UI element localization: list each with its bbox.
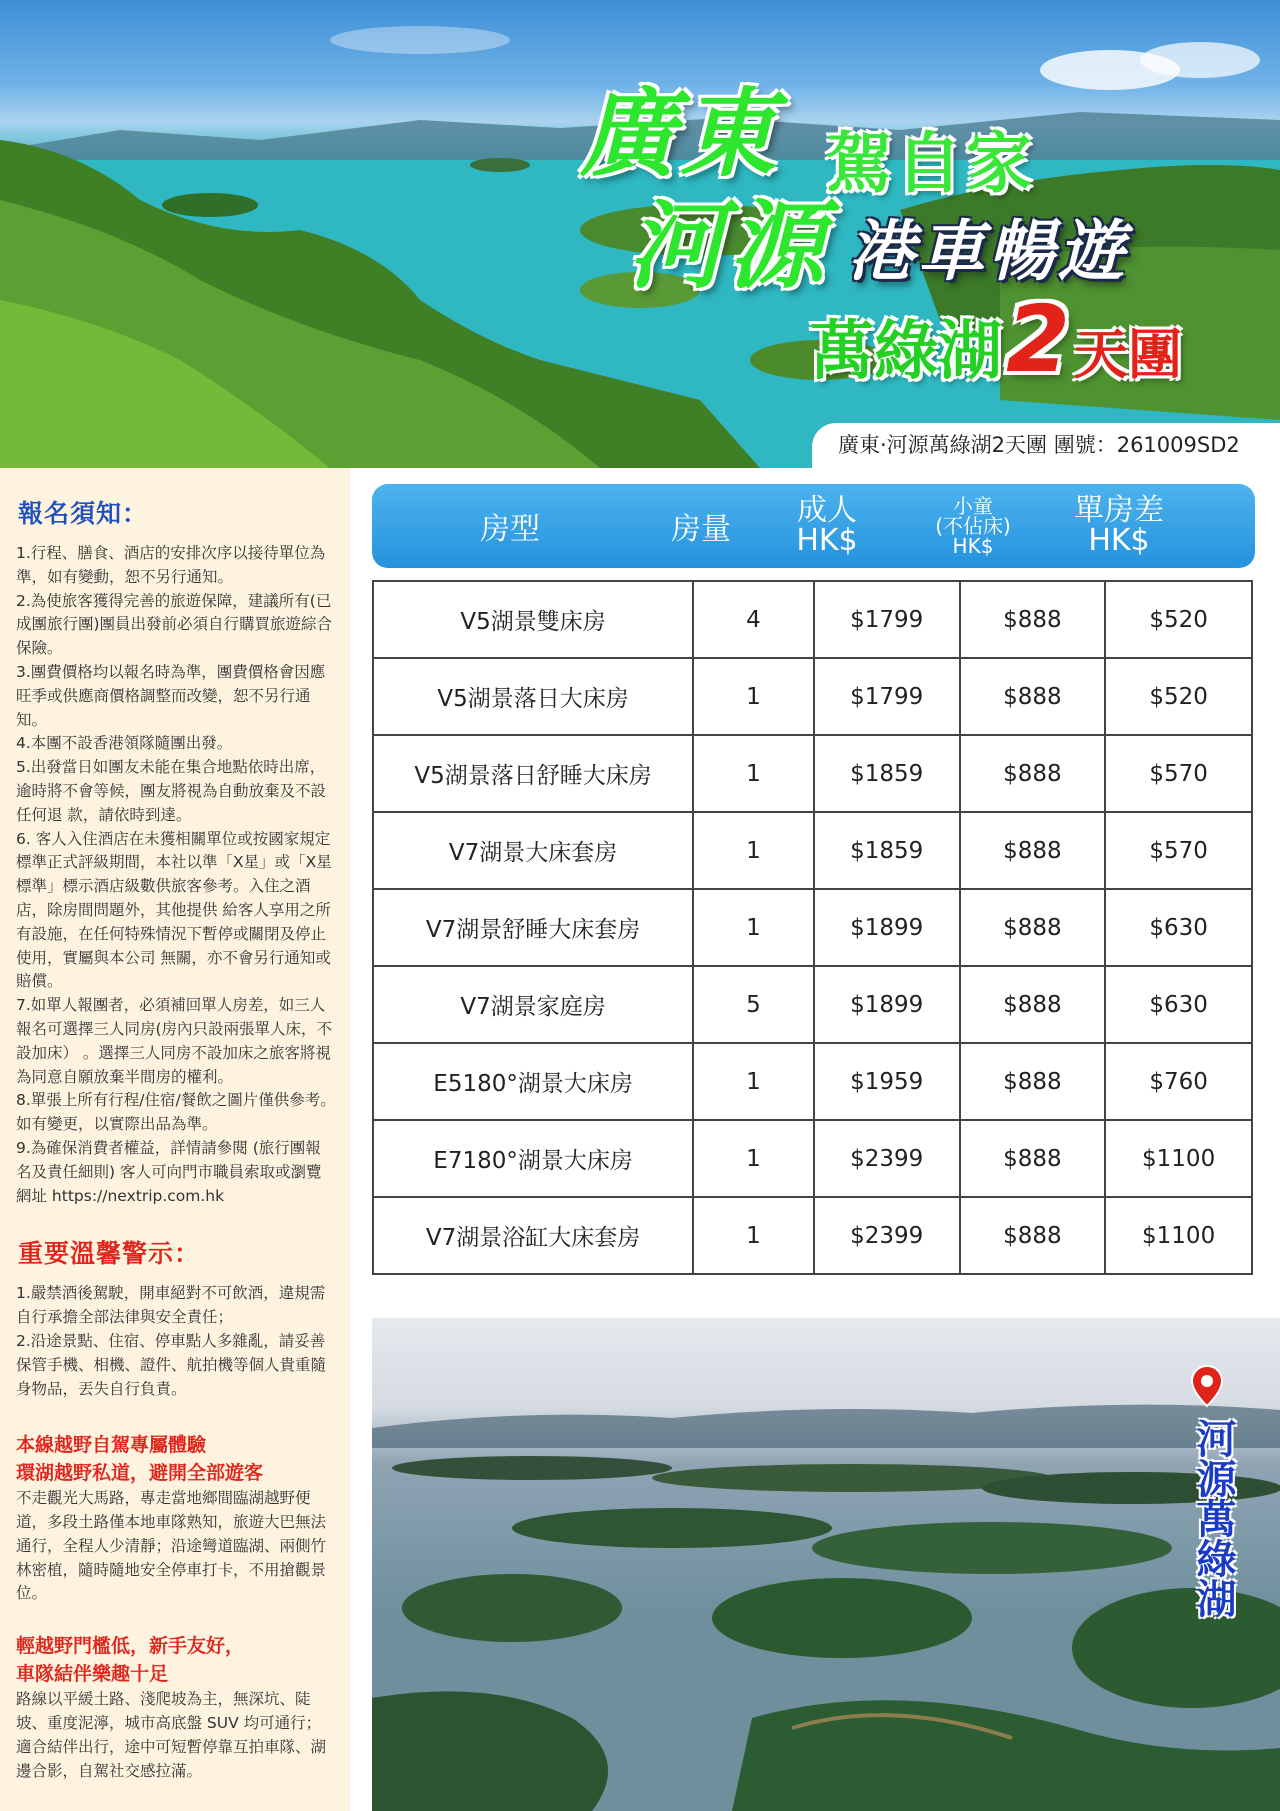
cell-qty: 5 (693, 966, 814, 1043)
cell-room-type: V5湖景落日舒睡大床房 (373, 735, 693, 812)
highlight-beginner-body: 路線以平緩土路、淺爬坡為主，無深坑、陡坡、重度泥濘，城市高底盤 SUV 均可通行；適合結伴出行，途中可短暫停靠互拍車隊、湖邊合影，自駕社交感拉滿。 (16, 1690, 327, 1780)
cell-single-price: $1100 (1105, 1197, 1252, 1274)
cell-single-price: $760 (1105, 1043, 1252, 1120)
cell-qty: 4 (693, 581, 814, 658)
notice-list (16, 542, 336, 1208)
hero-title-heyuan: 河源 (628, 189, 828, 302)
header-child-currency: HK$ (952, 534, 994, 558)
highlight-offroad (16, 1431, 336, 1606)
highlight-beginner (16, 1632, 336, 1783)
cell-adult-price: $1959 (814, 1043, 960, 1120)
hero-title-hk-car: 港車暢遊 (848, 212, 1128, 290)
tour-code-label: 廣東·河源萬綠湖2天團 團號：261009SD2 (812, 423, 1280, 468)
table-row (373, 735, 1252, 812)
cell-adult-price: $1859 (814, 735, 960, 812)
cell-child-price: $888 (960, 581, 1106, 658)
header-room-qty: 房量 (671, 512, 731, 547)
cell-adult-price: $1859 (814, 812, 960, 889)
cell-adult-price: $1799 (814, 658, 960, 735)
cell-child-price: $888 (960, 1043, 1106, 1120)
cell-child-price: $888 (960, 812, 1106, 889)
lake-islands-image (372, 1318, 1280, 1811)
cell-qty: 1 (693, 1043, 814, 1120)
warning-list (16, 1282, 336, 1401)
cell-single-price: $1100 (1105, 1120, 1252, 1197)
cell-single-price: $630 (1105, 889, 1252, 966)
notice-item: 7.如單人報團者，必須補回單人房差，如三人報名可選擇三人同房(房內只設兩張單人床，不設加床） 。選擇三人同房不設加床之旅客將視為同意自願放棄半間房的權利。 (16, 996, 333, 1086)
highlight-offroad-subtitle: 環湖越野私道，避開全部遊客 (16, 1462, 264, 1485)
cell-adult-price: $2399 (814, 1120, 960, 1197)
cell-single-price: $570 (1105, 735, 1252, 812)
cell-room-type: E5180°湖景大床房 (373, 1043, 693, 1120)
cell-adult-price: $1799 (814, 581, 960, 658)
highlight-offroad-title: 本線越野自駕專屬體驗 (16, 1434, 207, 1457)
highlight-offroad-body: 不走觀光大馬路，專走當地鄉間臨湖越野便道，多段土路僅本地車隊熟知，旅遊大巴無法通行，全程人少清靜；沿途彎道臨湖、兩側竹林密植，隨時隨地安全停車打卡，不用搶觀景位。 (16, 1489, 327, 1603)
header-adult (754, 484, 900, 568)
cell-qty: 1 (693, 1120, 814, 1197)
hero-banner (0, 0, 1280, 468)
notice-heading: 報名須知： (18, 499, 149, 528)
cell-child-price: $888 (960, 1197, 1106, 1274)
cell-qty: 1 (693, 812, 814, 889)
header-single-supplement (1046, 484, 1192, 568)
cell-child-price: $888 (960, 658, 1106, 735)
hero-title-guangdong: 廣東 (580, 77, 780, 190)
header-single-label: 單房差 (1074, 493, 1164, 528)
warning-item: 2.沿途景點、住宿、停車點人多雜亂，請妥善保管手機、相機、證件、航拍機等個人貴重隨身物品，丟失自行負責。 (16, 1331, 327, 1398)
price-table-header (372, 484, 1255, 568)
hero-title-days: 2 (1006, 286, 1071, 393)
cell-room-type: V7湖景大床套房 (373, 812, 693, 889)
notice-item: 5.出發當日如團友未能在集合地點依時出席，逾時將不會等候，團友將視為自動放棄及不設任何退 款，請依時到達。 (16, 758, 327, 824)
cell-child-price: $888 (960, 735, 1106, 812)
header-child (900, 484, 1046, 568)
cell-single-price: $520 (1105, 658, 1252, 735)
notice-item: 8.單張上所有行程/住宿/餐飲之圖片僅供參考。如有變更，以實際出品為準。 (16, 1091, 336, 1134)
table-row (373, 889, 1252, 966)
cell-room-type: V7湖景家庭房 (373, 966, 693, 1043)
warning-item: 1.嚴禁酒後駕駛，開車絕對不可飲酒，違規需自行承擔全部法律與安全責任； (16, 1284, 326, 1327)
notice-item: 1.行程、膳食、酒店的安排次序以接待單位為準，如有變動，恕不另行通知。 (16, 544, 326, 586)
cell-adult-price: $1899 (814, 966, 960, 1043)
header-single-currency: HK$ (1088, 523, 1150, 558)
location-label: 河源萬綠湖 (1190, 1418, 1236, 1618)
cell-room-type: V5湖景落日大床房 (373, 658, 693, 735)
cell-qty: 1 (693, 658, 814, 735)
table-row (373, 581, 1252, 658)
hero-title-lake: 萬綠湖 (810, 315, 1002, 389)
warning-heading: 重要溫馨警示： (18, 1239, 201, 1269)
cell-qty: 1 (693, 889, 814, 966)
header-room-type: 房型 (480, 512, 540, 547)
cell-qty: 1 (693, 1197, 814, 1274)
table-row (373, 966, 1252, 1043)
header-child-label: 小童 (953, 494, 993, 518)
cell-single-price: $520 (1105, 581, 1252, 658)
header-adult-currency: HK$ (796, 523, 858, 558)
cell-qty: 1 (693, 735, 814, 812)
table-row (373, 1197, 1252, 1274)
cell-single-price: $570 (1105, 812, 1252, 889)
price-table (372, 580, 1253, 1275)
highlight-beginner-title: 輕越野門檻低，新手友好， (16, 1635, 245, 1658)
cell-adult-price: $2399 (814, 1197, 960, 1274)
notice-item: 9.為確保消費者權益，詳情請參閱 (旅行團報名及責任細則) 客人可向門市職員索取或瀏覽網址 https://nextrip.com.hk (16, 1138, 322, 1205)
cell-single-price: $630 (1105, 966, 1252, 1043)
cell-child-price: $888 (960, 889, 1106, 966)
info-panel (0, 468, 350, 1811)
hero-title-self-drive: 駕自家 (826, 124, 1036, 202)
cell-room-type: V7湖景舒睡大床套房 (373, 889, 693, 966)
header-adult-label: 成人 (797, 493, 857, 528)
table-row (373, 1120, 1252, 1197)
cell-child-price: $888 (960, 966, 1106, 1043)
cell-room-type: V5湖景雙床房 (373, 581, 693, 658)
location-pin-icon (1190, 1364, 1224, 1408)
notice-item: 4.本團不設香港領隊隨團出發。 (16, 734, 233, 753)
cell-room-type: E7180°湖景大床房 (373, 1120, 693, 1197)
cell-room-type: V7湖景浴缸大床套房 (373, 1197, 693, 1274)
cell-child-price: $888 (960, 1120, 1106, 1197)
highlight-beginner-subtitle: 車隊結伴樂趣十足 (16, 1663, 169, 1686)
table-row (373, 658, 1252, 735)
notice-item: 6. 客人入住酒店在未獲相關單位或按國家規定標準正式評級期間，本社以準「X星」或「X星標準」標示酒店級數供旅客參考。入住之酒店，除房間問題外，其他提供 給客人享用之所有設施，在任何特殊情況下暫停或關閉及停止使用，實屬與本公司 無關，亦不會另行通知或賠償。 (16, 829, 332, 991)
header-child-note: (不佔床) (935, 514, 1011, 538)
cell-adult-price: $1899 (814, 889, 960, 966)
table-row (373, 812, 1252, 889)
table-row (373, 1043, 1252, 1120)
lake-aerial-photo (372, 1318, 1280, 1811)
notice-item: 3.團費價格均以報名時為準，團費價格會因應旺季或供應商價格調整而改變，恕不另行通知。 (16, 662, 326, 729)
hero-title-tour: 天團 (1074, 323, 1182, 386)
notice-item: 2.為使旅客獲得完善的旅遊保障，建議所有(已成團旅行團)團員出發前必須自行購買旅遊綜合保險。 (16, 591, 333, 658)
